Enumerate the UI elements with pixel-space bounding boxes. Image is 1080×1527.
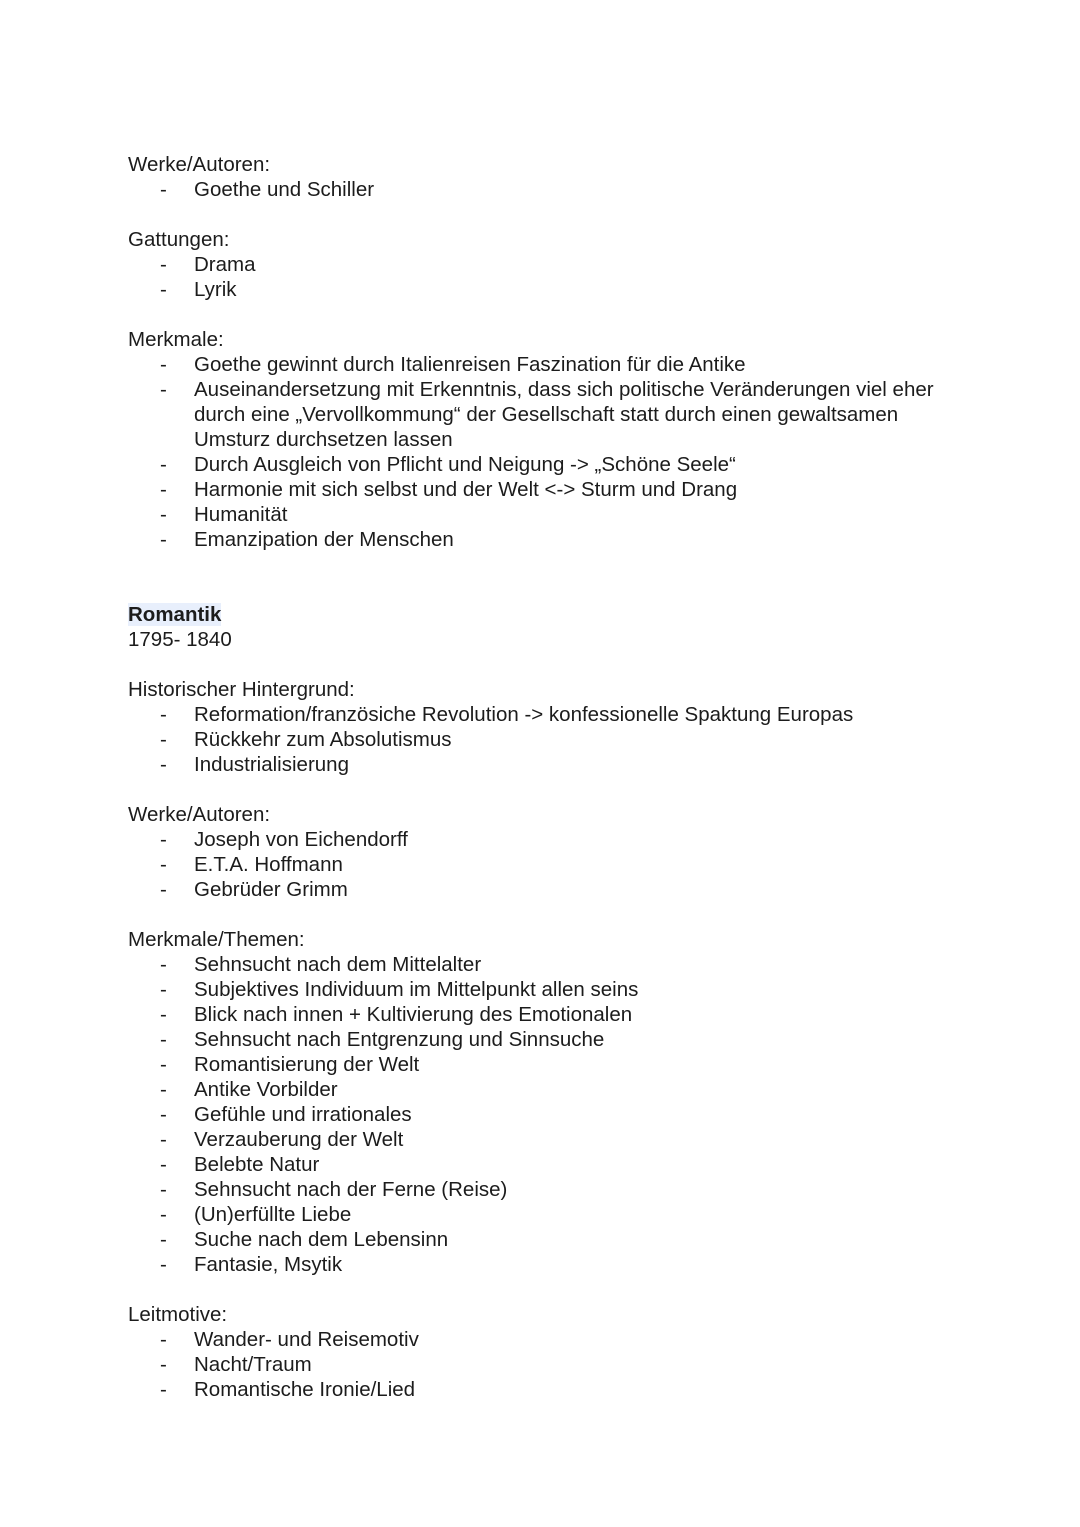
gattungen-label: Gattungen: [128, 228, 230, 251]
list-item: - Drama [160, 253, 256, 276]
list-item: - Auseinandersetzung mit Erkenntnis, dass sich politische Veränderungen viel eher durch eine „Vervollkommung“ der Gesellschaft statt durch einen gewaltsamen Umsturz durchsetzen lassen [160, 378, 934, 451]
romantik-years: 1795- 1840 [128, 628, 232, 651]
list-item: - Lyrik [160, 278, 237, 301]
list-item: - Gefühle und irrationales [160, 1103, 412, 1126]
list-item: - Rückkehr zum Absolutismus [160, 728, 452, 751]
list-item: - Antike Vorbilder [160, 1078, 338, 1101]
list-item: - Fantasie, Msytik [160, 1253, 343, 1276]
list-item: - Industrialisierung [160, 753, 349, 776]
list-item: - Goethe gewinnt durch Italienreisen Faszination für die Antike [160, 353, 746, 376]
leitmotive-list [128, 1327, 948, 1402]
list-item: - Romantische Ironie/Lied [160, 1378, 416, 1401]
list-item: - Wander- und Reisemotiv [160, 1328, 419, 1351]
list-item: - Sehnsucht nach Entgrenzung und Sinnsuche [160, 1028, 605, 1051]
merkmale-label-klassik: Merkmale: [128, 328, 224, 351]
list-item: - (Un)erfüllte Liebe [160, 1203, 352, 1226]
list-item: - Durch Ausgleich von Pflicht und Neigung -> „Schöne Seele“ [160, 453, 736, 476]
merkmale-label-romantik: Merkmale/Themen: [128, 928, 305, 951]
list-item: - Humanität [160, 503, 288, 526]
list-item: - Blick nach innen + Kultivierung des Emotionalen [160, 1003, 633, 1026]
werke-list-klassik [128, 177, 948, 202]
merkmale-list-romantik [128, 952, 948, 1277]
gattungen-list [128, 252, 948, 302]
list-item: - Joseph von Eichendorff [160, 828, 408, 851]
list-item: - Reformation/französiche Revolution -> konfessionelle Spaktung Europas [160, 703, 854, 726]
werke-list-romantik [128, 827, 948, 902]
section-heading-romantik: Romantik [128, 603, 222, 626]
list-item: - Harmonie mit sich selbst und der Welt <-> Sturm und Drang [160, 478, 738, 501]
list-item: - Belebte Natur [160, 1153, 320, 1176]
list-item: - Suche nach dem Lebensinn [160, 1228, 449, 1251]
list-item: - Sehnsucht nach dem Mittelalter [160, 953, 482, 976]
list-item: - Nacht/Traum [160, 1353, 312, 1376]
list-item: - Emanzipation der Menschen [160, 528, 454, 551]
list-item: - Romantisierung der Welt [160, 1053, 420, 1076]
hintergrund-label: Historischer Hintergrund: [128, 678, 355, 701]
merkmale-list-klassik [128, 352, 948, 552]
werke-label-klassik: Werke/Autoren: [128, 153, 271, 176]
hintergrund-list [128, 702, 948, 777]
list-item: - Gebrüder Grimm [160, 878, 348, 901]
document-page [128, 152, 948, 1402]
werke-label-romantik: Werke/Autoren: [128, 803, 271, 826]
leitmotive-label: Leitmotive: [128, 1303, 228, 1326]
list-item: - Verzauberung der Welt [160, 1128, 404, 1151]
list-item: - Sehnsucht nach der Ferne (Reise) [160, 1178, 508, 1201]
list-item: - E.T.A. Hoffmann [160, 853, 343, 876]
list-item: - Goethe und Schiller [160, 178, 375, 201]
list-item: - Subjektives Individuum im Mittelpunkt allen seins [160, 978, 639, 1001]
